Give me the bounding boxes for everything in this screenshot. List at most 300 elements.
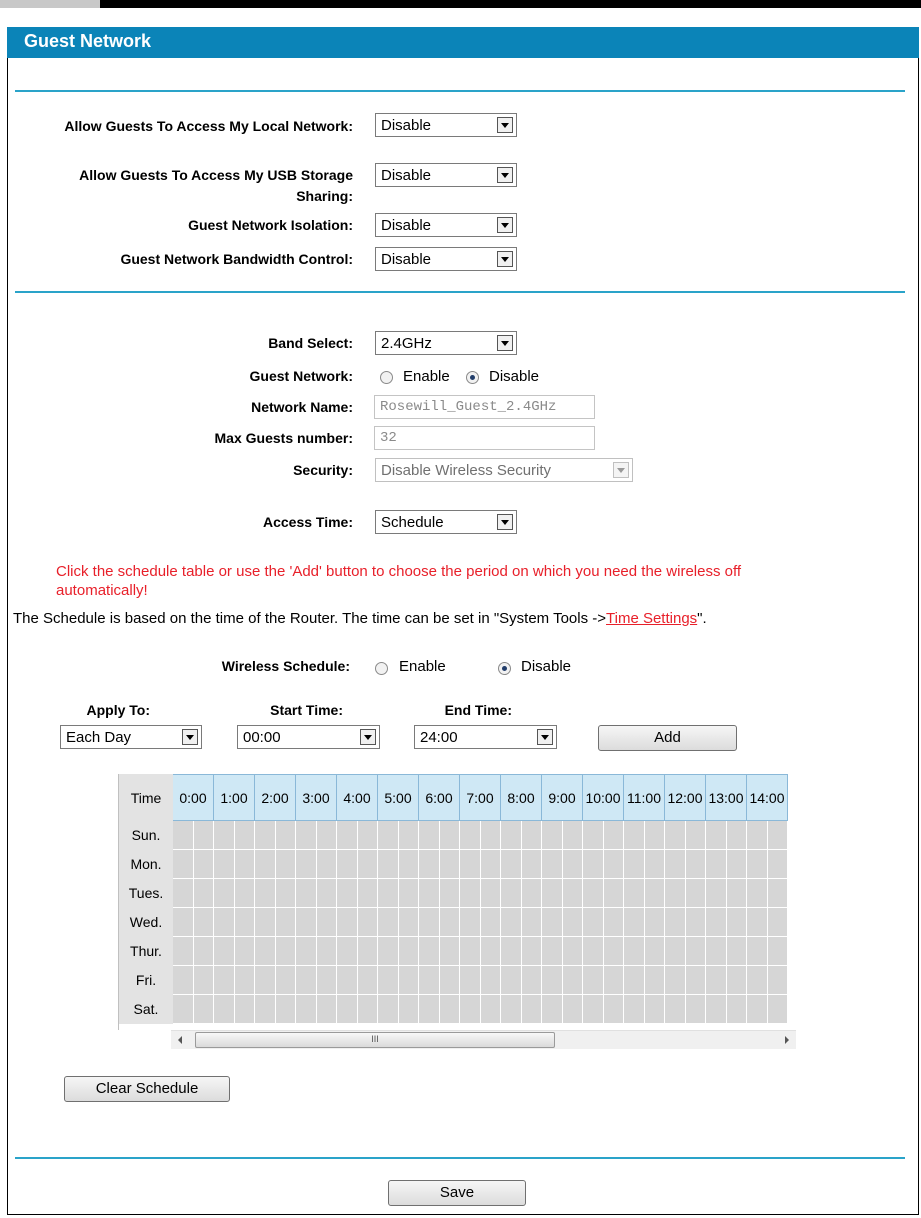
schedule-notice: Click the schedule table or use the 'Add' button to choose the period on which you need the wireless off automatically! [56,563,742,599]
schedule-cell[interactable] [439,821,460,850]
access-time-label: Access Time: [262,514,353,530]
schedule-cell[interactable] [603,879,624,908]
allow-local-value: Disable [381,117,432,134]
schedule-cell[interactable] [480,966,501,995]
schedule-cell[interactable] [439,850,460,879]
bandwidth-value: Disable [381,251,432,268]
schedule-cell[interactable] [665,995,686,1024]
schedule-cell[interactable] [234,879,255,908]
guest-enable-radio[interactable] [380,371,393,384]
schedule-cell[interactable] [542,995,563,1024]
schedule-cell[interactable] [214,821,235,850]
schedule-cell[interactable] [234,908,255,937]
schedule-cell[interactable] [644,908,665,937]
schedule-cell[interactable] [255,995,276,1024]
schedule-cell[interactable] [501,850,522,879]
schedule-cell[interactable] [296,966,317,995]
schedule-cell[interactable] [357,937,378,966]
schedule-cell[interactable] [296,937,317,966]
schedule-cell[interactable] [747,850,768,879]
schedule-cell[interactable] [193,908,214,937]
schedule-cell[interactable] [501,966,522,995]
schedule-cell[interactable] [296,908,317,937]
schedule-cell[interactable] [767,995,788,1024]
schedule-cell[interactable] [480,995,501,1024]
schedule-cell[interactable] [726,821,747,850]
end-time-value: 24:00 [420,729,458,746]
schedule-cell[interactable] [296,995,317,1024]
security-select[interactable] [375,458,633,482]
schedule-cell[interactable] [419,966,440,995]
schedule-cell[interactable] [685,995,706,1024]
schedule-cell[interactable] [357,850,378,879]
schedule-cell[interactable] [665,850,686,879]
schedule-cell[interactable] [480,879,501,908]
schedule-cell[interactable] [706,879,727,908]
schedule-cell[interactable] [521,966,542,995]
start-time-label: Start Time: [270,702,343,718]
schedule-cell[interactable] [501,879,522,908]
schedule-cell[interactable] [726,908,747,937]
schedule-cell[interactable] [685,937,706,966]
schedule-cell[interactable] [255,879,276,908]
schedule-cell[interactable] [603,995,624,1024]
schedule-cell[interactable] [542,966,563,995]
max-guests-input[interactable]: 32 [374,426,595,450]
hour-header: 8:00 [501,775,542,821]
schedule-cell[interactable] [275,937,296,966]
schedule-cell[interactable] [296,821,317,850]
schedule-cell[interactable] [644,995,665,1024]
chevron-down-icon[interactable] [497,251,513,267]
schedule-cell[interactable] [542,821,563,850]
schedule-cell[interactable] [747,879,768,908]
schedule-cell[interactable] [337,995,358,1024]
schedule-cell[interactable] [378,966,399,995]
schedule-cell[interactable] [562,908,583,937]
schedule-cell[interactable] [173,879,194,908]
hour-header: 4:00 [337,775,378,821]
schedule-cell[interactable] [644,850,665,879]
schedule-cell[interactable] [603,966,624,995]
schedule-cell[interactable] [419,937,440,966]
time-notice-before: The Schedule is based on the time of the Router. The time can be set in "System Tools -> [13,610,607,627]
schedule-cell[interactable] [234,937,255,966]
schedule-cell[interactable] [665,821,686,850]
schedule-cell[interactable] [316,966,337,995]
scroll-left-icon[interactable] [178,1036,182,1044]
day-label: Sat. [120,995,173,1024]
schedule-cell[interactable] [214,995,235,1024]
start-time-value: 00:00 [243,729,281,746]
band-select[interactable] [375,331,517,355]
chevron-down-icon[interactable] [537,729,553,745]
schedule-cell[interactable] [398,879,419,908]
schedule-cell[interactable] [193,850,214,879]
schedule-cell[interactable] [214,908,235,937]
schedule-cell[interactable] [378,908,399,937]
chevron-down-icon[interactable] [497,514,513,530]
schedule-cell[interactable] [665,879,686,908]
schedule-cell[interactable] [460,908,481,937]
schedule-cell[interactable] [337,821,358,850]
schedule-cell[interactable] [460,995,481,1024]
schedule-cell[interactable] [706,908,727,937]
schedule-cell[interactable] [316,821,337,850]
hour-header: 0:00 [173,775,214,821]
chevron-down-icon[interactable] [497,335,513,351]
schedule-cell[interactable] [398,850,419,879]
schedule-cell[interactable] [214,966,235,995]
schedule-cell[interactable] [665,937,686,966]
schedule-cell[interactable] [521,821,542,850]
schedule-cell[interactable] [562,821,583,850]
bandwidth-select[interactable] [375,247,517,271]
divider [15,291,905,293]
schedule-cell[interactable] [501,995,522,1024]
network-name-input[interactable]: Rosewill_Guest_2.4GHz [374,395,595,419]
schedule-cell[interactable] [583,937,604,966]
schedule-cell[interactable] [398,937,419,966]
schedule-cell[interactable] [542,937,563,966]
chevron-down-icon[interactable] [497,167,513,183]
schedule-cell[interactable] [275,821,296,850]
schedule-cell[interactable] [398,821,419,850]
schedule-cell[interactable] [665,908,686,937]
schedule-cell[interactable] [562,850,583,879]
schedule-cell[interactable] [296,879,317,908]
schedule-cell[interactable] [480,850,501,879]
schedule-day-row [120,908,788,937]
schedule-cell[interactable] [275,908,296,937]
schedule-cell[interactable] [562,937,583,966]
security-label: Security: [293,462,353,478]
day-label: Wed. [120,908,173,937]
schedule-enable-label: Enable [399,658,446,675]
schedule-cell[interactable] [255,908,276,937]
schedule-cell[interactable] [583,966,604,995]
schedule-cell[interactable] [275,879,296,908]
schedule-cell[interactable] [357,821,378,850]
hour-header: 1:00 [214,775,255,821]
isolation-select[interactable] [375,213,517,237]
access-time-select[interactable] [375,510,517,534]
chevron-down-icon[interactable] [613,462,629,478]
schedule-header-row [120,775,788,821]
day-label: Tues. [120,879,173,908]
schedule-cell[interactable] [624,966,645,995]
schedule-cell[interactable] [624,995,645,1024]
schedule-cell[interactable] [706,850,727,879]
schedule-cell[interactable] [439,908,460,937]
hour-header: 7:00 [460,775,501,821]
schedule-cell[interactable] [439,995,460,1024]
schedule-cell[interactable] [419,850,440,879]
schedule-grid-body [120,775,788,1024]
schedule-cell[interactable] [685,821,706,850]
schedule-cell[interactable] [603,937,624,966]
schedule-cell[interactable] [398,966,419,995]
schedule-cell[interactable] [460,821,481,850]
band-value: 2.4GHz [381,335,432,352]
schedule-cell[interactable] [275,966,296,995]
security-value: Disable Wireless Security [381,462,552,479]
schedule-day-row [120,879,788,908]
schedule-cell[interactable] [767,908,788,937]
schedule-cell[interactable] [255,937,276,966]
schedule-cell[interactable] [521,908,542,937]
schedule-cell[interactable] [521,995,542,1024]
start-time-select[interactable] [237,725,380,749]
schedule-cell[interactable] [173,908,194,937]
schedule-cell[interactable] [419,879,440,908]
schedule-cell[interactable] [337,908,358,937]
day-label: Thur. [120,937,173,966]
hour-header: 5:00 [378,775,419,821]
schedule-cell[interactable] [624,879,645,908]
schedule-cell[interactable] [357,879,378,908]
schedule-cell[interactable] [583,821,604,850]
schedule-cell[interactable] [480,937,501,966]
schedule-day-row [120,821,788,850]
day-label: Mon. [120,850,173,879]
clear-schedule-button[interactable]: Clear Schedule [64,1076,230,1102]
schedule-cell[interactable] [747,966,768,995]
schedule-cell[interactable] [726,966,747,995]
schedule-cell[interactable] [583,908,604,937]
schedule-cell[interactable] [644,937,665,966]
schedule-cell[interactable] [357,908,378,937]
schedule-cell[interactable] [234,995,255,1024]
divider [15,1157,905,1159]
schedule-cell[interactable] [173,995,194,1024]
schedule-cell[interactable] [767,966,788,995]
hour-header: 2:00 [255,775,296,821]
schedule-cell[interactable] [460,879,481,908]
bandwidth-label: Guest Network Bandwidth Control: [120,251,353,267]
schedule-cell[interactable] [706,937,727,966]
schedule-cell[interactable] [316,879,337,908]
schedule-cell[interactable] [521,850,542,879]
max-guests-label: Max Guests number: [214,430,353,446]
schedule-cell[interactable] [501,937,522,966]
schedule-cell[interactable] [747,995,768,1024]
save-button[interactable]: Save [388,1180,526,1206]
schedule-cell[interactable] [275,850,296,879]
schedule-cell[interactable] [521,937,542,966]
allow-usb-value: Disable [381,167,432,184]
add-button[interactable]: Add [598,725,737,751]
schedule-cell[interactable] [357,966,378,995]
allow-local-select[interactable] [375,113,517,137]
hour-header: 11:00 [624,775,665,821]
schedule-cell[interactable] [542,850,563,879]
time-settings-link[interactable]: Time Settings [606,610,698,627]
schedule-cell[interactable] [460,966,481,995]
schedule-cell[interactable] [357,995,378,1024]
schedule-day-row [120,966,788,995]
guest-disable-radio[interactable] [466,371,479,384]
schedule-cell[interactable] [255,850,276,879]
schedule-cell[interactable] [214,937,235,966]
apply-to-select[interactable] [60,725,202,749]
hour-header: 6:00 [419,775,460,821]
allow-usb-select[interactable] [375,163,517,187]
schedule-cell[interactable] [726,850,747,879]
schedule-cell[interactable] [316,908,337,937]
end-time-select[interactable] [414,725,557,749]
schedule-cell[interactable] [234,966,255,995]
schedule-cell[interactable] [439,937,460,966]
schedule-cell[interactable] [501,821,522,850]
schedule-cell[interactable] [337,850,358,879]
schedule-cell[interactable] [767,821,788,850]
schedule-cell[interactable] [316,995,337,1024]
schedule-cell[interactable] [665,966,686,995]
day-label: Fri. [120,966,173,995]
schedule-cell[interactable] [583,850,604,879]
schedule-cell[interactable] [501,908,522,937]
schedule-cell[interactable] [685,879,706,908]
schedule-cell[interactable] [706,995,727,1024]
schedule-cell[interactable] [624,937,645,966]
chevron-down-icon[interactable] [497,217,513,233]
schedule-cell[interactable] [378,879,399,908]
schedule-cell[interactable] [193,937,214,966]
page-title: Guest Network [7,27,919,58]
schedule-cell[interactable] [583,995,604,1024]
schedule-cell[interactable] [316,850,337,879]
divider [15,90,905,92]
schedule-cell[interactable] [747,821,768,850]
schedule-cell[interactable] [706,966,727,995]
apply-to-value: Each Day [66,729,132,746]
schedule-disable-radio[interactable] [498,662,511,675]
schedule-disable-label: Disable [521,658,572,675]
schedule-cell[interactable] [296,850,317,879]
schedule-cell[interactable] [234,821,255,850]
schedule-scrollbar[interactable] [171,1030,796,1049]
schedule-cell[interactable] [562,995,583,1024]
schedule-cell[interactable] [173,850,194,879]
schedule-cell[interactable] [521,879,542,908]
schedule-cell[interactable] [316,937,337,966]
schedule-cell[interactable] [685,966,706,995]
guest-disable-label: Disable [489,368,540,385]
isolation-value: Disable [381,217,432,234]
schedule-cell[interactable] [460,937,481,966]
schedule-grid [119,774,788,1024]
guest-network-label: Guest Network: [249,368,353,384]
schedule-cell[interactable] [234,850,255,879]
schedule-cell[interactable] [603,850,624,879]
hour-header: 3:00 [296,775,337,821]
schedule-enable-radio[interactable] [375,662,388,675]
schedule-cell[interactable] [419,821,440,850]
schedule-cell[interactable] [275,995,296,1024]
end-time-label: End Time: [444,702,512,718]
schedule-cell[interactable] [193,879,214,908]
schedule-cell[interactable] [747,908,768,937]
schedule-cell[interactable] [378,995,399,1024]
schedule-cell[interactable] [173,937,194,966]
schedule-cell[interactable] [255,966,276,995]
schedule-cell[interactable] [460,850,481,879]
schedule-cell[interactable] [214,850,235,879]
schedule-cell[interactable] [173,966,194,995]
top-tab [0,0,100,8]
scroll-thumb[interactable]: III [195,1032,555,1048]
schedule-cell[interactable] [439,879,460,908]
hour-header: 10:00 [583,775,624,821]
schedule-cell[interactable] [644,879,665,908]
schedule-cell[interactable] [193,995,214,1024]
schedule-cell[interactable] [603,821,624,850]
hour-header: 13:00 [706,775,747,821]
schedule-cell[interactable] [583,879,604,908]
schedule-cell[interactable] [419,908,440,937]
schedule-cell[interactable] [726,879,747,908]
schedule-cell[interactable] [480,821,501,850]
schedule-cell[interactable] [624,850,645,879]
schedule-cell[interactable] [337,937,358,966]
chevron-down-icon[interactable] [182,729,198,745]
time-header: Time [120,775,173,821]
guest-enable-label: Enable [403,368,450,385]
schedule-cell[interactable] [378,937,399,966]
schedule-cell[interactable] [603,908,624,937]
schedule-cell[interactable] [726,937,747,966]
schedule-cell[interactable] [439,966,460,995]
schedule-cell[interactable] [193,821,214,850]
schedule-cell[interactable] [644,966,665,995]
schedule-cell[interactable] [747,937,768,966]
schedule-cell[interactable] [542,879,563,908]
schedule-cell[interactable] [337,966,358,995]
chevron-down-icon[interactable] [360,729,376,745]
schedule-cell[interactable] [624,908,645,937]
top-bar [0,0,921,8]
schedule-cell[interactable] [706,821,727,850]
schedule-cell[interactable] [378,850,399,879]
schedule-cell[interactable] [480,908,501,937]
schedule-cell[interactable] [398,908,419,937]
chevron-down-icon[interactable] [497,117,513,133]
schedule-cell[interactable] [767,937,788,966]
schedule-cell[interactable] [378,821,399,850]
scroll-right-icon[interactable] [785,1036,789,1044]
schedule-cell[interactable] [398,995,419,1024]
schedule-cell[interactable] [624,821,645,850]
schedule-cell[interactable] [214,879,235,908]
schedule-cell[interactable] [644,821,665,850]
schedule-cell[interactable] [685,908,706,937]
isolation-label: Guest Network Isolation: [188,217,353,233]
schedule-cell[interactable] [255,821,276,850]
schedule-cell[interactable] [337,879,358,908]
schedule-cell[interactable] [562,966,583,995]
schedule-cell[interactable] [562,879,583,908]
schedule-cell[interactable] [726,995,747,1024]
schedule-cell[interactable] [685,850,706,879]
schedule-cell[interactable] [767,850,788,879]
network-name-label: Network Name: [251,399,353,415]
schedule-cell[interactable] [767,879,788,908]
schedule-cell[interactable] [419,995,440,1024]
schedule-cell[interactable] [542,908,563,937]
schedule-cell[interactable] [193,966,214,995]
schedule-cell[interactable] [173,821,194,850]
